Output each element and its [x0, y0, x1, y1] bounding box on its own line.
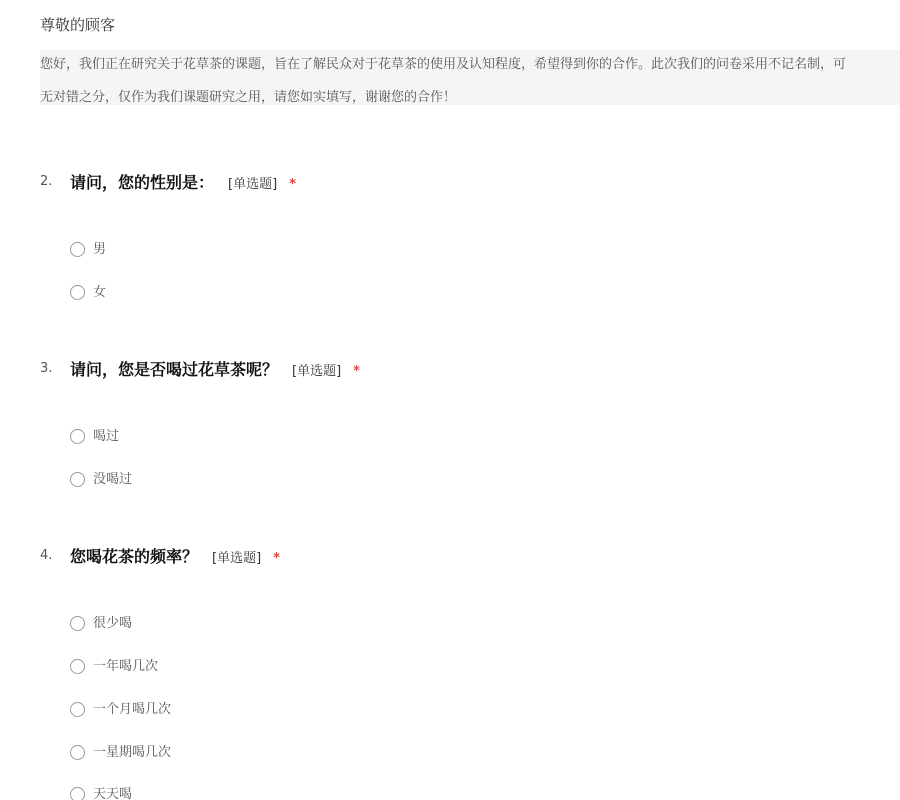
radio-button[interactable]	[70, 745, 85, 760]
radio-button[interactable]	[70, 285, 85, 300]
option-label: 没喝过	[93, 472, 133, 487]
question-type-label: [单选题]	[292, 364, 342, 379]
question-title: 您喝花茶的频率？	[70, 547, 199, 566]
question-number: 3.	[40, 361, 53, 376]
option-label: 很少喝	[93, 616, 133, 631]
radio-button[interactable]	[70, 702, 85, 717]
question-title-wrap	[70, 170, 296, 193]
question-title: 请问，您的性别是：	[70, 173, 215, 192]
radio-button[interactable]	[70, 242, 85, 257]
option-label: 男	[93, 242, 107, 257]
question-type-label: [单选题]	[228, 177, 278, 192]
radio-button[interactable]	[70, 659, 85, 674]
required-marker: *	[289, 177, 296, 192]
radio-button[interactable]	[70, 429, 85, 444]
question-number: 2.	[40, 174, 53, 189]
option-label: 一年喝几次	[93, 659, 159, 674]
option-label: 一星期喝几次	[93, 745, 172, 760]
radio-button[interactable]	[70, 616, 85, 631]
question-title: 请问，您是否喝过花草茶呢？	[70, 360, 279, 379]
option-label: 一个月喝几次	[93, 702, 172, 717]
required-marker: *	[353, 364, 360, 379]
question-type-label: [单选题]	[212, 551, 262, 566]
question-title-wrap	[70, 357, 360, 380]
radio-button[interactable]	[70, 787, 85, 800]
option-label: 女	[93, 285, 107, 300]
greeting-heading: 尊敬的顾客	[40, 16, 116, 34]
intro-text-line: 无对错之分，仅作为我们课题研究之用，请您如实填写，谢谢您的合作！	[40, 90, 457, 105]
radio-button[interactable]	[70, 472, 85, 487]
question-number: 4.	[40, 548, 53, 563]
required-marker: *	[273, 551, 280, 566]
intro-text-line: 您好，我们正在研究关于花草茶的课题，旨在了解民众对于花草茶的使用及认知程度，希望得到你的合作。此次我们的问卷采用不记名制，可	[40, 57, 847, 72]
question-title-wrap	[70, 544, 280, 567]
intro-box	[40, 50, 900, 105]
option-label: 喝过	[93, 429, 120, 444]
option-label: 天天喝	[93, 787, 133, 800]
